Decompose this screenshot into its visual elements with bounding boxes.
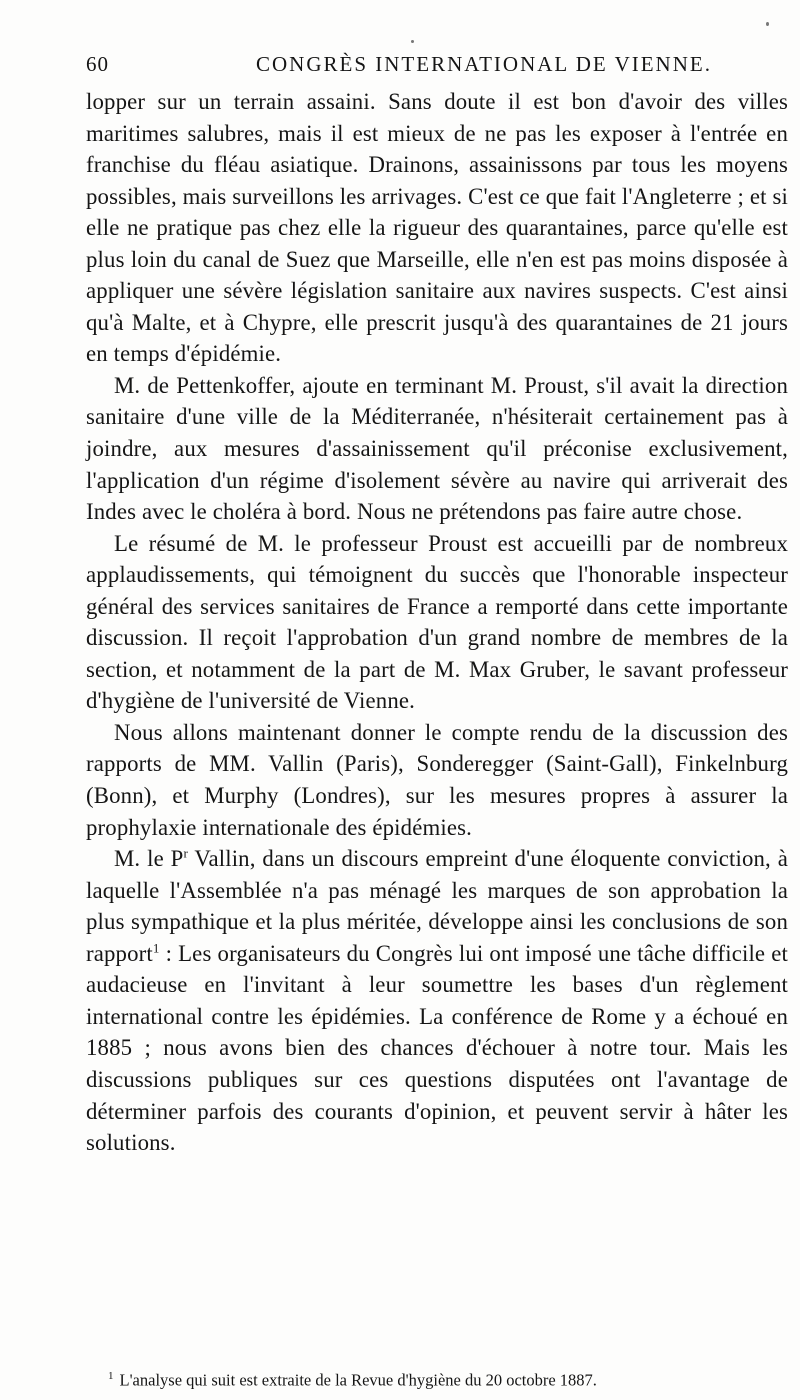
page-header (86, 52, 768, 82)
paragraph-text: : Les organisateurs du Congrès lui ont imposé une tâche difficile et audacieuse en l'invitant à leur soumettre les bases d'un règlement international contre les épidémies. La conférence de Rome y a échoué en 1885 ; nous avons bien des chances d'échouer à notre tour. Mais les discussions publiques sur ces questions disputées ont l'avantage de déterminer parfois des courants d'opinion, et peuvent servir à hâter les solutions. (86, 940, 788, 1156)
paragraph: Nous allons maintenant donner le compte rendu de la discussion des rapports de MM. Vallin (Paris), Sonderegger (Saint-Gall), Finkelnburg (Bonn), et Murphy (Londres), sur les mesures propres à assurer la prophylaxie internationale des épidémies. (86, 719, 788, 840)
paragraph-text: Vallin, dans un discours empreint d'une éloquente conviction, à laquelle l'Assemblée n'a pas ménagé les marques de son approbation la plus sympathique et la plus méritée, développe ainsi les conclusions de son rapport (86, 846, 788, 966)
print-speck (766, 22, 769, 26)
running-title: CONGRÈS INTERNATIONAL DE VIENNE. (256, 52, 712, 76)
paragraph: lopper sur un terrain assaini. Sans doute il est bon d'avoir des villes maritimes salubres, mais il est mieux de ne pas les exposer à l'entrée en franchise du fléau asiatique. Drainons, assainissons par tous les moyens possibles, mais surveillons les arrivages. C'est ce que fait l'Angleterre ; et si elle ne pratique pas chez elle la rigueur des quarantaines, parce qu'elle est plus loin du canal de Suez que Marseille, elle n'en est pas moins disposée à appliquer une sévère législation sanitaire aux navires suspects. C'est ainsi qu'à Malte, et à Chypre, elle prescrit jusqu'à des quarantaines de 21 jours en temps d'épidémie. (86, 89, 788, 367)
paragraph: Le résumé de M. le professeur Proust est accueilli par de nombreux applaudissements, qui témoignent du succès que l'honorable inspecteur général des services sanitaires de France a remporté dans cette importante discussion. Il reçoit l'approbation d'un grand nombre de membres de la section, et notamment de la part de M. Max Gruber, le savant professeur d'hygiène de l'université de Vienne. (86, 530, 788, 714)
footnote (108, 1365, 788, 1392)
paragraph: M. de Pettenkoffer, ajoute en terminant M. Proust, s'il avait la direction sanitaire d'une ville de la Méditerranée, n'hésiterait certainement pas à joindre, aux mesures d'assainissement qu'il préconise exclusivement, l'application d'un régime d'isolement sévère au navire qui arriverait des Indes avec le choléra à bord. Nous ne prétendons pas faire autre chose. (86, 372, 788, 525)
paragraph-text: M. le P (114, 846, 184, 872)
paragraph (86, 843, 788, 1158)
page-number: 60 (86, 52, 109, 76)
print-speck (411, 40, 414, 43)
body-text (86, 86, 788, 1159)
footnote-mark: 1 (108, 1370, 114, 1382)
abbreviation-superscript: r (183, 845, 188, 861)
footnote-reference: 1 (152, 940, 160, 956)
footnote-text: L'analyse qui suit est extraite de la Revue d'hygiène du 20 octobre 1887. (119, 1370, 597, 1390)
